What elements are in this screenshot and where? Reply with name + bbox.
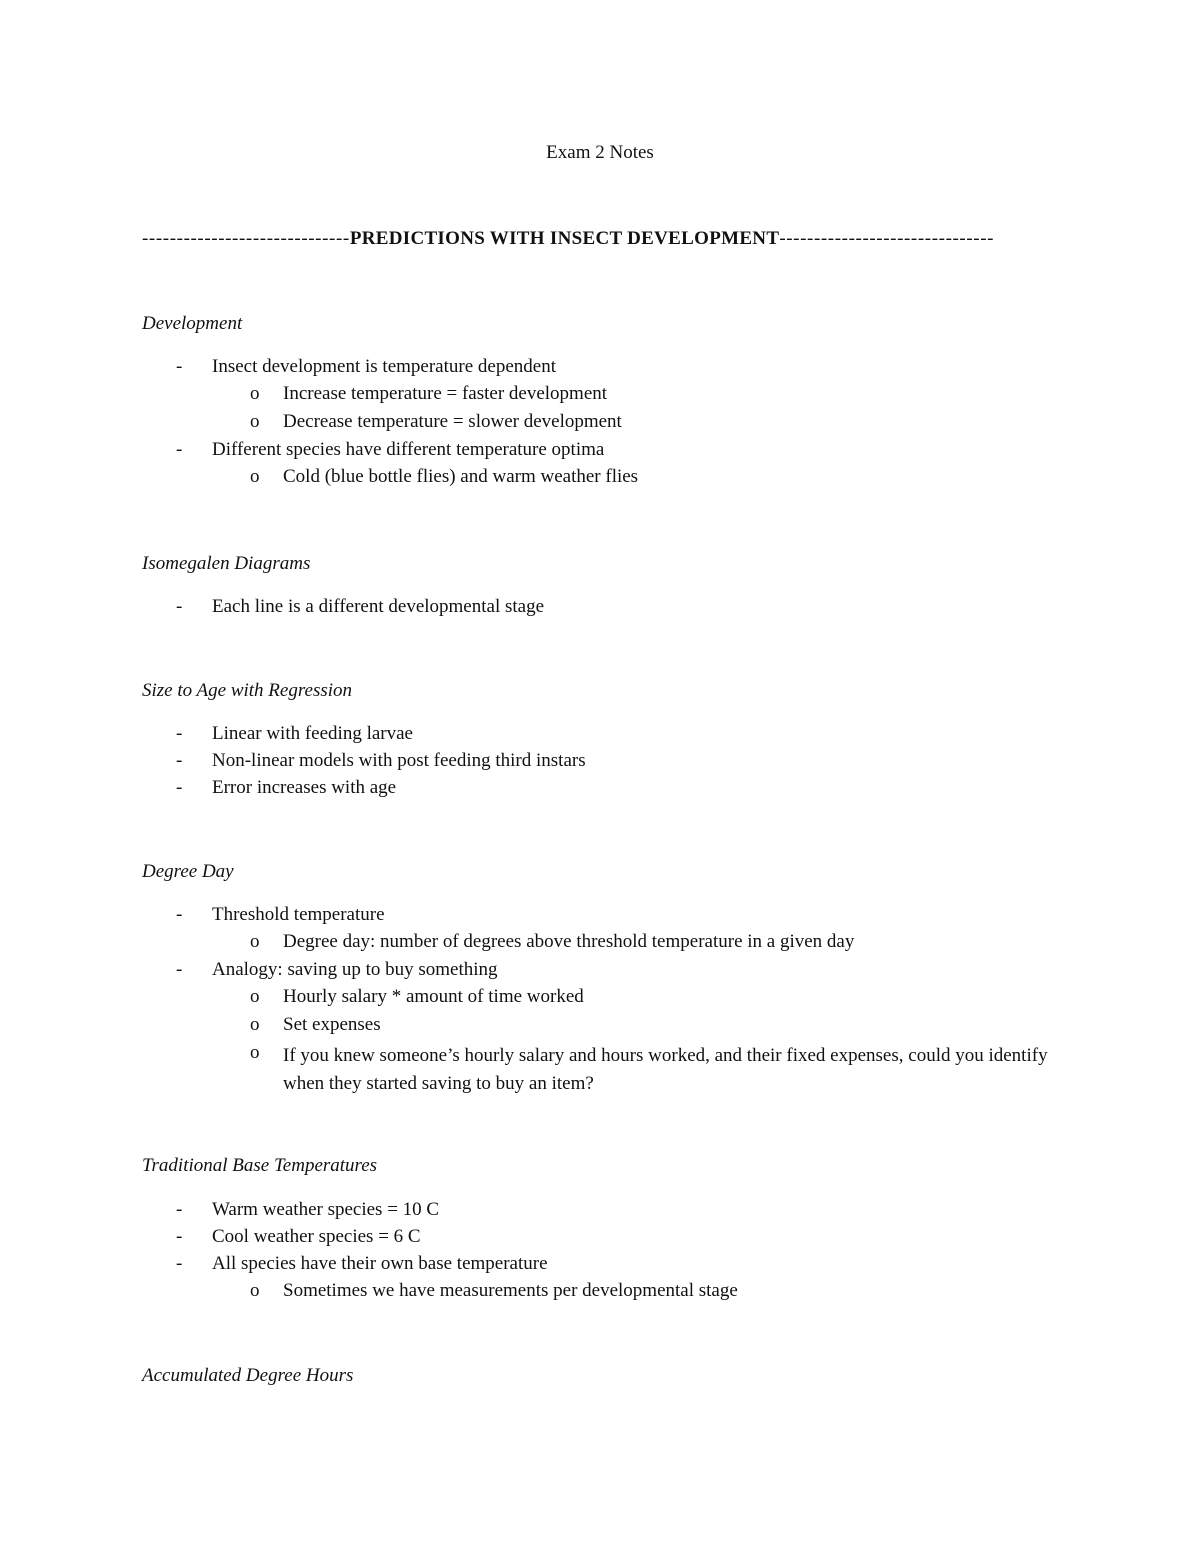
- o-marker: o: [250, 1280, 260, 1301]
- dash-marker: -: [176, 596, 183, 617]
- bullet-text: Non-linear models with post feeding third instars: [212, 750, 586, 771]
- dash-marker: -: [176, 1226, 183, 1247]
- heading-development: Development: [142, 313, 243, 334]
- rule-right-dashes: -------------------------------: [779, 228, 995, 249]
- dash-marker: -: [176, 959, 183, 980]
- heading-isomegalen-diagrams: Isomegalen Diagrams: [142, 553, 311, 574]
- o-marker: o: [250, 383, 260, 404]
- sub-bullet-text: Cold (blue bottle flies) and warm weather flies: [283, 466, 639, 487]
- bullet-text: Analogy: saving up to buy something: [212, 959, 498, 980]
- o-marker: o: [250, 466, 260, 487]
- sub-bullet-text: If you knew someone’s hourly salary and hours worked, and their fixed expenses, could you identify when they started saving to buy an item?: [283, 1045, 1048, 1094]
- heading-traditional-base-temperatures: Traditional Base Temperatures: [142, 1155, 378, 1176]
- section-heading: PREDICTIONS WITH INSECT DEVELOPMENT: [349, 228, 780, 249]
- sub-bullet-text: Sometimes we have measurements per developmental stage: [283, 1280, 738, 1301]
- dash-marker: -: [176, 904, 183, 925]
- dash-marker: -: [176, 439, 183, 460]
- heading-accumulated-degree-hours: Accumulated Degree Hours: [142, 1365, 354, 1386]
- section-rule: [142, 228, 1054, 250]
- heading-degree-day: Degree Day: [142, 861, 234, 882]
- dash-marker: -: [176, 777, 183, 798]
- sub-bullet-text: Increase temperature = faster development: [283, 383, 608, 404]
- bullet-text: Linear with feeding larvae: [212, 723, 413, 744]
- rule-left-dashes: ------------------------------: [142, 228, 350, 249]
- o-marker: o: [250, 986, 260, 1007]
- sub-bullet-text: Set expenses: [283, 1014, 381, 1035]
- document-title: Exam 2 Notes: [546, 142, 654, 163]
- bullet-text: Error increases with age: [212, 777, 397, 798]
- bullet-text: Each line is a different developmental stage: [212, 596, 545, 617]
- dash-marker: -: [176, 723, 183, 744]
- sub-bullet-text: Degree day: number of degrees above threshold temperature in a given day: [283, 931, 855, 952]
- o-marker: o: [250, 931, 260, 952]
- dash-marker: -: [176, 750, 183, 771]
- heading-size-to-age: Size to Age with Regression: [142, 680, 353, 701]
- o-marker: o: [250, 411, 260, 432]
- dash-marker: -: [176, 356, 183, 377]
- bullet-text: All species have their own base temperature: [212, 1253, 548, 1274]
- bullet-text: Threshold temperature: [212, 904, 385, 925]
- sub-bullet-text: Hourly salary * amount of time worked: [283, 986, 584, 1007]
- bullet-text: Different species have different temperature optima: [212, 439, 605, 460]
- dash-marker: -: [176, 1253, 183, 1274]
- dash-marker: -: [176, 1199, 183, 1220]
- bullet-text: Warm weather species = 10 C: [212, 1199, 440, 1220]
- o-marker: o: [250, 1014, 260, 1035]
- bullet-text: Cool weather species = 6 C: [212, 1226, 421, 1247]
- bullet-text: Insect development is temperature dependent: [212, 356, 556, 377]
- o-marker: o: [250, 1042, 260, 1063]
- sub-bullet-text: Decrease temperature = slower development: [283, 411, 622, 432]
